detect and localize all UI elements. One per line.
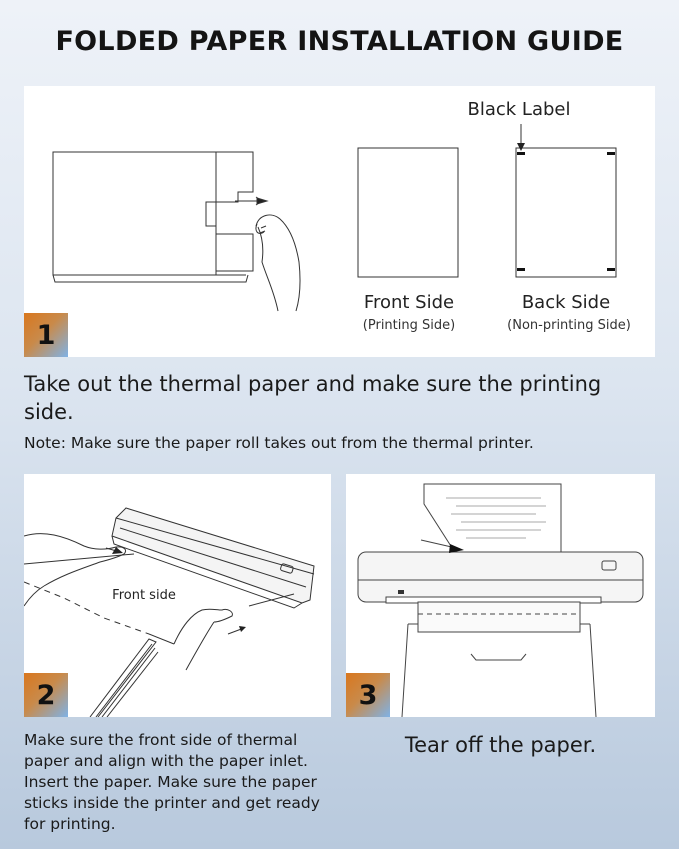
step1-note: Note: Make sure the paper roll takes out from the thermal printer. [24,434,534,452]
step3-illustration [346,474,655,717]
front-side-label: Front Side [363,292,455,313]
front-side-sublabel: (Printing Side) [362,318,456,333]
step1-badge: 1 [24,313,68,357]
step1-instruction: Take out the thermal paper and make sure the printing side. [24,372,602,424]
step3-panel [346,474,655,717]
step2-instruction: Make sure the front side of thermal paper and align with the paper inlet. Insert the paper. Make sure the paper sticks inside the printer and get ready for printing. [24,731,320,833]
front-side-caption: Front side [112,588,176,603]
page-title: FOLDED PAPER INSTALLATION GUIDE [55,26,624,57]
back-side-sublabel: (Non-printing Side) [507,318,631,333]
printer-body [358,552,643,602]
paper-stack-outline [53,152,216,275]
back-side-label: Back Side [521,292,611,313]
back-side-sheet [516,148,616,277]
black-label-text: Black Label [467,99,571,120]
front-side-sheet [358,148,458,277]
step3-badge: 3 [346,673,390,717]
step2-panel [24,474,331,717]
step1-illustration [24,86,655,357]
step2-badge: 2 [24,673,68,717]
step3-instruction: Tear off the paper. [404,733,597,757]
step1-panel [24,86,655,357]
